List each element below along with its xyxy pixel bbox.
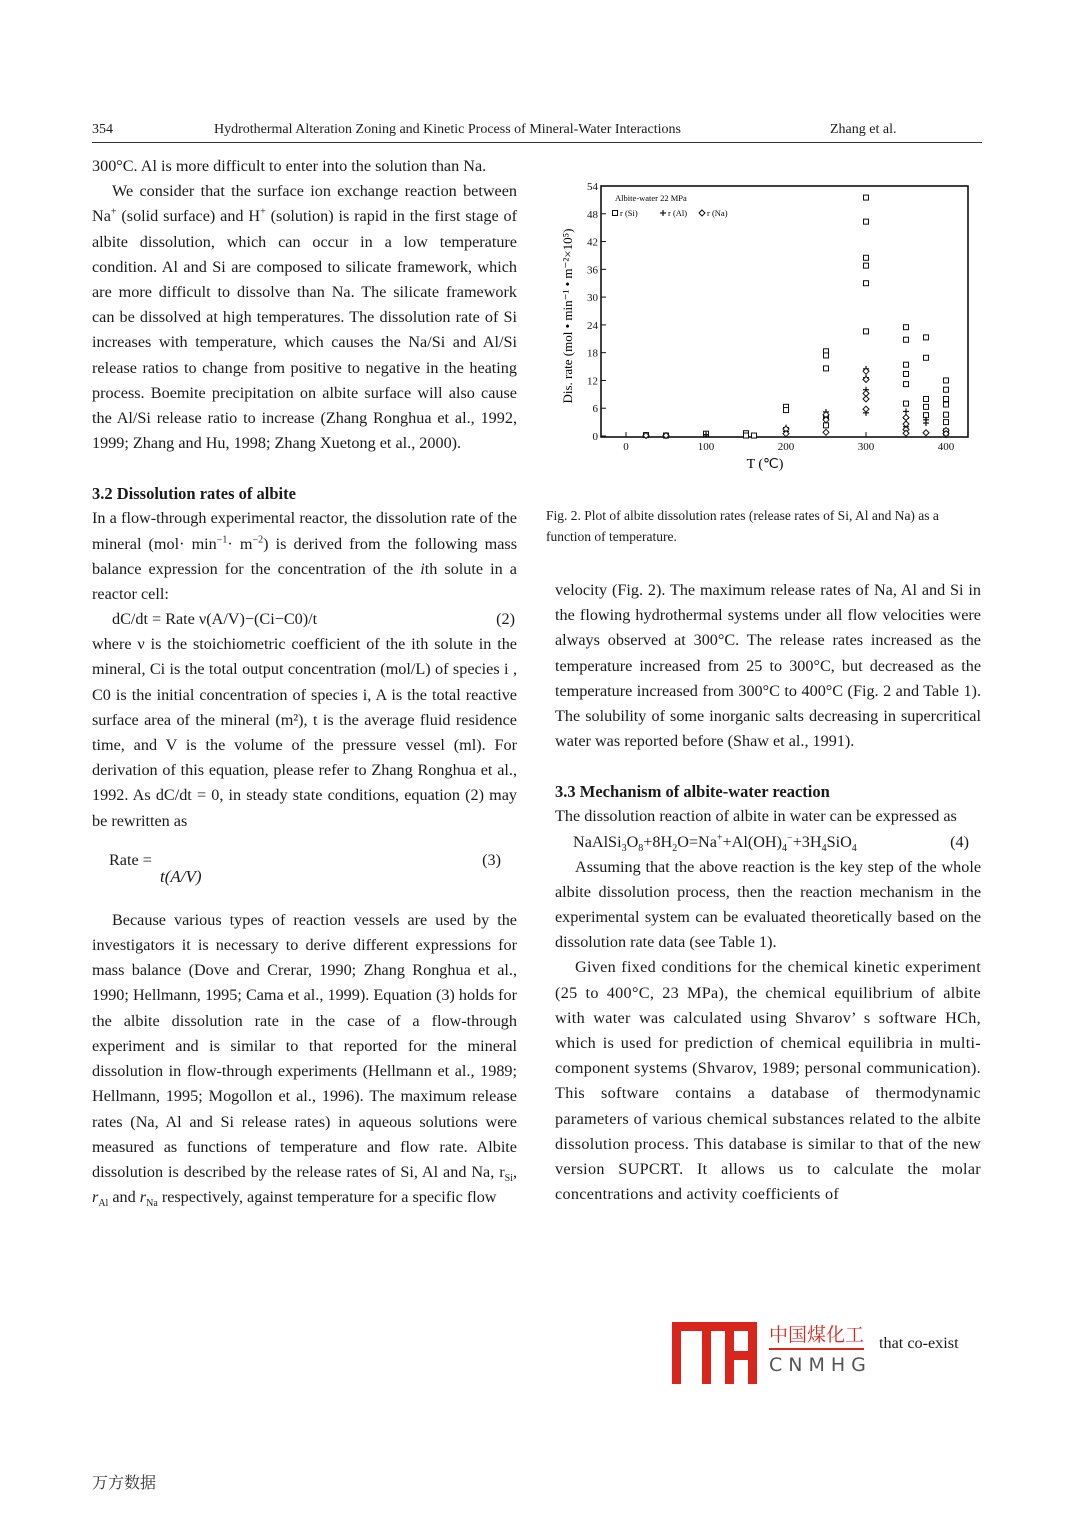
svg-text:24: 24 [587, 319, 598, 332]
footer-source: 万方数据 [92, 1473, 157, 1492]
svg-text:200: 200 [777, 441, 795, 453]
paragraph-tail: that co-exist [879, 1334, 959, 1352]
svg-text:18: 18 [587, 347, 598, 360]
chart-annotation: Albite-water 22 MPa [615, 193, 687, 203]
svg-text:400: 400 [937, 441, 955, 453]
svg-text:12: 12 [587, 375, 598, 388]
running-header [92, 120, 982, 143]
svg-text:r (Si): r (Si) [620, 208, 638, 218]
x-axis-label: T (℃) [746, 457, 784, 472]
running-authors: Zhang et al. [830, 122, 897, 137]
svg-text:54: 54 [587, 181, 598, 193]
equation-4: $NaAlSi_3O_8+8H_2O=Na^++Al(OH)_4^-+3H_4SiO_4$ (4) [573, 832, 969, 854]
paragraph: where ν is the stoichiometric coefficient of the ith solute in the mineral, Ci is the total output concentration (mol/L) of species i , C0 is the initial concentration of species i, A is the total reactive surface area of the mineral (m²), t is the average fluid residence time, and V is the volume of the pressure vessel (ml). For derivation of this equation, please refer to Zhang Ronghua et al., 1992. As dC/dt = 0, in steady state conditions, equation (2) may be rewritten as [92, 635, 517, 830]
section-heading-3-2: 3.2 Dissolution rates of albite [92, 484, 296, 504]
svg-text:48: 48 [587, 208, 598, 221]
paragraph: Given fixed conditions for the chemical kinetic experiment (25 to 400°C, 23 MPa), the chemical equilibrium of albite with water was calculated using Shvarov’ s software HCh, which is used for prediction of chemical equilibria in multi-component systems (Shvarov, 1989; personal communication). This software contains a database of thermodynamic parameters of various chemical substances related to the albite dissolution process. This database is similar to that of the new version SUPCRT. It allows us to calculate the molar concentrations and activity coefficients of [555, 958, 981, 1204]
mh-logo-icon [672, 1318, 762, 1384]
svg-text:r (Al): r (Al) [668, 208, 688, 218]
paragraph: In a flow-through experimental reactor, the dissolution rate of the mineral $(mol\cdot \min^{-1}\cdot m^{-2})$ is derived from the following mass balance expression for the concentration of the ith solute in a reactor cell: [92, 509, 517, 604]
svg-text:r (Na): r (Na) [707, 208, 728, 218]
svg-text:0: 0 [623, 441, 629, 453]
section-heading-3-3: 3.3 Mechanism of albite-water reaction [555, 782, 830, 802]
figure-caption: Fig. 2. Plot of albite dissolution rates (release rates of Si, Al and Na) as a function of temperature. [546, 508, 939, 544]
left-column [92, 154, 517, 1210]
svg-text:36: 36 [587, 264, 598, 277]
logo-chinese-text: 中国煤化工 [769, 1320, 864, 1350]
paragraph: We consider that the surface ion exchange reaction between Na+ (solid surface) and H+ (solution) is rapid in the first stage of albite dissolution, which can occur in a low temperature condition. Al and Si are composed to silicate framework, which are more difficult to dissolve than Na. The silicate framework can be dissolved at high temperatures. The dissolution rate of Si increases with temperature, which causes the Na/Si and Al/Si release ratios to change from positive to negative in the heating process. Boemite precipitation on albite surface will also cause the Al/Si release ratio to increase (Zhang Ronghua et al., 1992, 1999; Zhang and Hu, 1998; Zhang Xuetong et al., 2000). [92, 182, 517, 453]
figure-2-chart [548, 178, 978, 478]
paragraph: Assuming that the above reaction is the key step of the whole albite dissolution process, then the reaction mechanism in the experimental system can be evaluated theoretically based on the dissolution rate data (see Table 1). [555, 857, 981, 952]
paragraph: The dissolution reaction of albite in water can be expressed as [555, 807, 957, 826]
svg-text:0: 0 [592, 431, 598, 443]
svg-text:30: 30 [587, 292, 598, 305]
running-title: Hydrothermal Alteration Zoning and Kinetic Process of Mineral-Water Interactions [214, 122, 681, 137]
paragraph: velocity (Fig. 2). The maximum release rates of Na, Al and Si in the flowing hydrothermal systems under all flow velocities were always observed at 300°C. The release rates increased as the temperature increased from 25 to 300°C, but decreased as the temperature increased from 300°C to 400°C (Fig. 2 and Table 1). The solubility of some inorganic salts decreasing in supercritical water was reported before (Shaw et al., 1991). [555, 581, 981, 751]
svg-text:100: 100 [697, 441, 715, 453]
equation-2: dC/dt = Rate ν(A/V)−(Ci−C0)/t (2) [112, 610, 515, 629]
paragraph: 300°C. Al is more difficult to enter into the solution than Na. [92, 157, 487, 175]
svg-text:300: 300 [857, 441, 875, 453]
svg-text:42: 42 [587, 236, 598, 249]
cnmhg-watermark-logo [672, 1318, 887, 1388]
logo-english-text: CNMHG [769, 1354, 872, 1376]
page-number: 354 [92, 122, 113, 137]
y-axis-label: Dis. rate (mol • min⁻¹ • m⁻²×10⁵) [560, 228, 575, 404]
paragraph: Because various types of reaction vessels are used by the investigators it is necessary to derive different expressions for mass balance (Dove and Crerar, 1990; Zhang Ronghua et al., 1990; Hellmann, 1995; Cama et al., 1999). Equation (3) holds for the albite dissolution rate in the case of a flow-through experiment and is similar to that reported for the mineral dissolution in flow-through experiments (Hellmann et al., 1989; Hellmann, 1995; Mogollon et al., 1996). The maximum release rates (Na, Al and Si release rates) in aqueous solutions were measured as functions of temperature and flow rate. Albite dissolution is described by the release rates of Si, Al and Na, $r_{Si}$, $r_{Al}$ and $r_{Na}$ respectively, against temperature for a specific flow [92, 910, 517, 1210]
equation-3: Rate = t(A/V) (3) [109, 850, 501, 886]
svg-text:6: 6 [592, 403, 598, 416]
right-column [555, 578, 981, 1207]
